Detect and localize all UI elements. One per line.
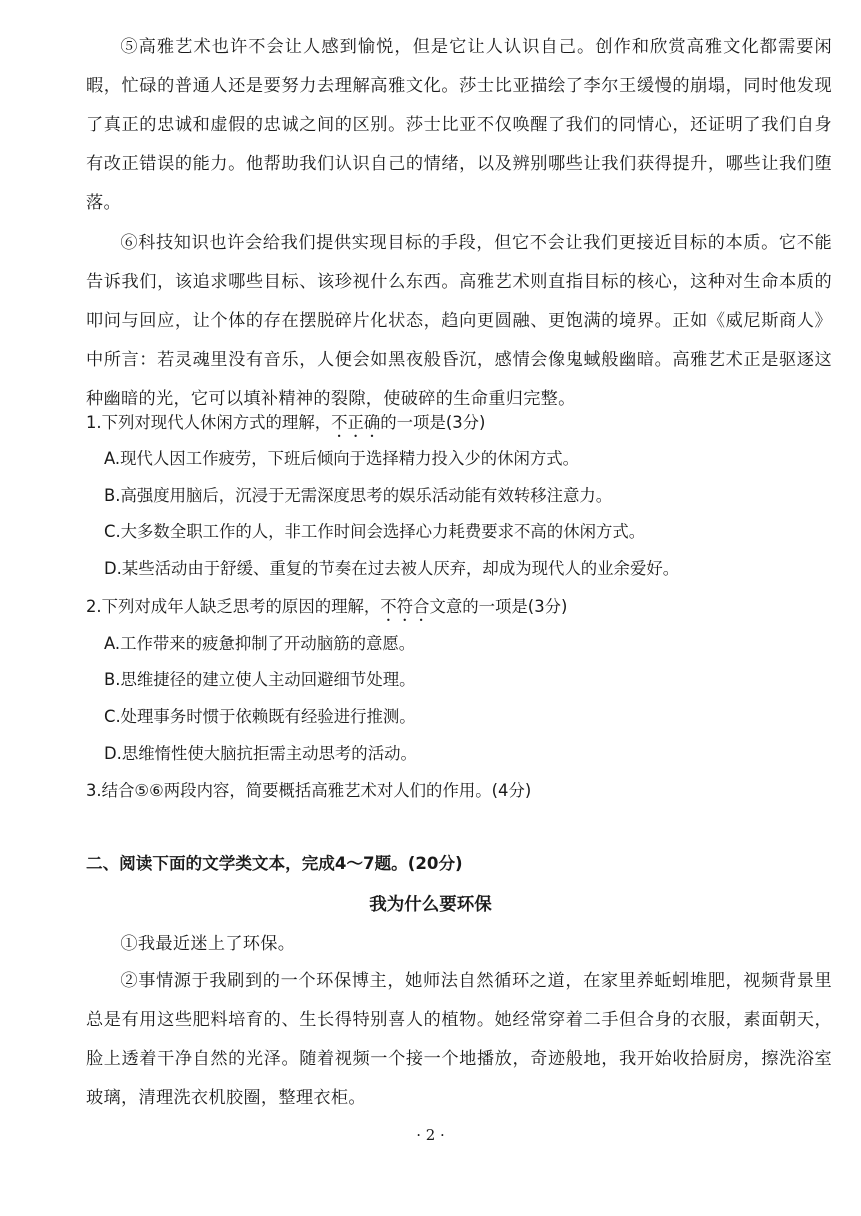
- paragraph-5: ⑤高雅艺术也许不会让人感到愉悦，但是它让人认识自己。创作和欣赏高雅文化都需要闲暇，忙碌的普通人还是要努力去理解高雅文化。莎士比亚描绘了李尔王缓慢的崩塌，同时他发现了真正的忠诚和虚假的忠诚之间的区别。莎士比亚不仅唤醒了我们的同情心，还证明了我们自身有改正错误的能力。他帮助我们认识自己的情绪，以及辨别哪些让我们获得提升，哪些让我们堕落。: [86, 37, 832, 213]
- question-1-option-c: C.大多数全职工作的人，非工作时间会选择心力耗费要求不高的休闲方式。: [104, 522, 646, 541]
- section-2-heading: 二、阅读下面的文学类文本，完成4～7题。(20分): [86, 854, 463, 873]
- question-2-stem: [86, 595, 567, 625]
- question-2-option-b: B.思维捷径的建立使人主动回避细节处理。: [104, 670, 416, 689]
- question-1-option-a: A.现代人因工作疲劳，下班后倾向于选择精力投入少的休闲方式。: [104, 449, 580, 468]
- question-2-stem-before: 2.下列对成年人缺乏思考的原因的理解，: [86, 597, 381, 616]
- article-title: 我为什么要环保: [369, 895, 492, 915]
- question-1-stem: [86, 411, 485, 441]
- question-1-emphasis: 不正确: [331, 413, 381, 432]
- paragraph-6: ⑥科技知识也许会给我们提供实现目标的手段，但它不会让我们更接近目标的本质。它不能告诉我们，该追求哪些目标、该珍视什么东西。高雅艺术则直指目标的核心，这种对生命本质的叩问与回应，让个体的存在摆脱碎片化状态，趋向更圆融、更饱满的境界。正如《威尼斯商人》中所言：若灵魂里没有音乐，人便会如黑夜般昏沉，感情会像鬼蜮般幽暗。高雅艺术正是驱逐这种幽暗的光，它可以填补精神的裂隙，使破碎的生命重归完整。: [86, 233, 832, 409]
- article-paragraph-2: ②事情源于我刷到的一个环保博主，她师法自然循环之道，在家里养蚯蚓堆肥，视频背景里总是有用这些肥料培育的、生长得特别喜人的植物。她经常穿着二手但合身的衣服，素面朝天，脸上透着干净自然的光泽。随着视频一个接一个地播放，奇迹般地，我开始收拾厨房，擦洗浴室玻璃，清理洗衣机胶圈，整理衣柜。: [86, 971, 832, 1108]
- article-paragraph-1: ①我最近迷上了环保。: [120, 934, 296, 954]
- question-2-emphasis: 不符合: [380, 597, 430, 616]
- question-1-stem-after: 的一项是(3分): [380, 413, 486, 432]
- question-2-option-c: C.处理事务时惯于依赖既有经验进行推测。: [104, 707, 416, 726]
- question-3-stem: 3.结合⑤⑥两段内容，简要概括高雅艺术对人们的作用。(4分): [86, 781, 532, 800]
- question-1-option-b: B.高强度用脑后，沉浸于无需深度思考的娱乐活动能有效转移注意力。: [104, 486, 613, 505]
- question-2-stem-after: 文意的一项是(3分): [429, 597, 568, 616]
- question-2-option-d: D.思维惰性使大脑抗拒需主动思考的活动。: [104, 744, 417, 763]
- page-number: · 2 ·: [416, 1126, 445, 1144]
- question-1-stem-before: 1.下列对现代人休闲方式的理解，: [86, 413, 332, 432]
- question-1-option-d: D.某些活动由于舒缓、重复的节奏在过去被人厌弃，却成为现代人的业余爱好。: [104, 559, 680, 578]
- question-2-option-a: A.工作带来的疲惫抑制了开动脑筋的意愿。: [104, 634, 416, 653]
